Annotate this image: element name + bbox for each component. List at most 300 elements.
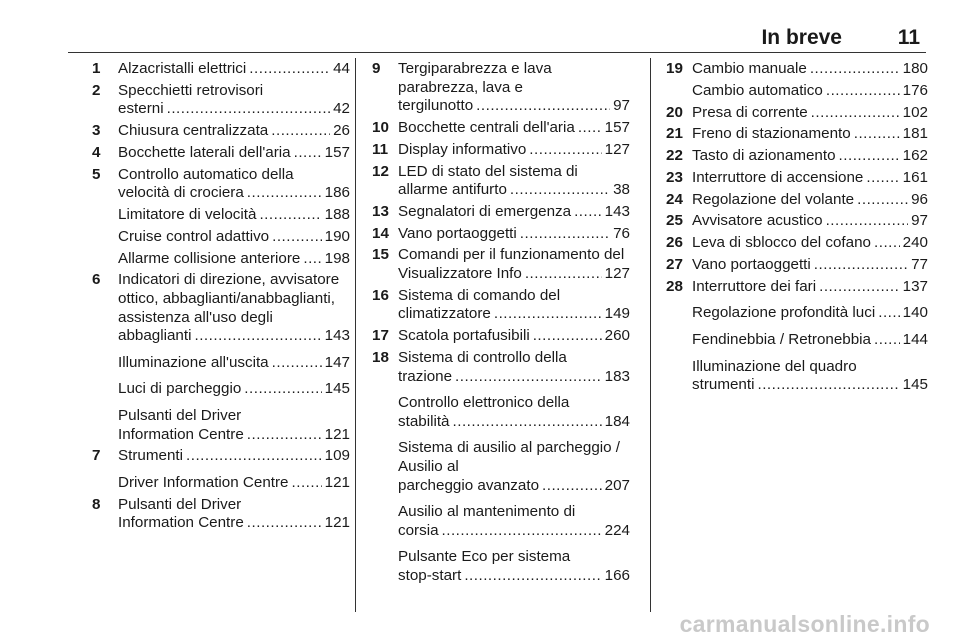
entry-title: Interruttore di accensione: [692, 168, 864, 186]
index-entry: [372, 60, 630, 116]
entry-number: 19: [666, 60, 683, 77]
entry-page: 198: [324, 249, 350, 267]
entry-title: Bocchette laterali dell'aria: [118, 143, 291, 161]
entry-text: [398, 327, 630, 346]
dot-leader: [578, 119, 602, 138]
entry-page: 207: [604, 476, 630, 494]
entry-line: [692, 234, 928, 253]
index-entry: [666, 358, 928, 395]
entry-title: Chiusura centralizzata: [118, 122, 269, 140]
entry-page: 166: [604, 566, 630, 584]
entry-number: 11: [372, 140, 389, 158]
entry-line: [692, 191, 928, 210]
entry-number: 23: [666, 168, 683, 186]
entry-page: 157: [604, 118, 630, 136]
index-entry: [372, 439, 630, 495]
entry-title: Regolazione profondità luci: [692, 304, 876, 322]
dot-leader: [464, 567, 601, 586]
entry-text: [118, 447, 350, 466]
entry-line: [692, 82, 928, 101]
entry-number: 20: [666, 103, 683, 121]
dot-leader: [520, 225, 610, 244]
entry-title: Bocchette centrali dell'aria: [398, 118, 575, 136]
entry-text: [692, 256, 928, 275]
entry-title: strumenti: [692, 376, 755, 394]
entry-line: [118, 327, 350, 346]
entry-line: [118, 380, 350, 399]
entry-page: 121: [324, 425, 350, 443]
entry-number: 21: [666, 125, 683, 143]
dot-leader: [854, 125, 900, 144]
entry-text: [692, 147, 928, 166]
entry-title: Presa di corrente: [692, 103, 808, 121]
entry-page: 161: [902, 168, 928, 186]
dot-leader: [244, 380, 321, 399]
entry-line: [692, 60, 928, 79]
entry-text: [118, 122, 350, 141]
entry-page: 184: [604, 412, 630, 430]
index-entry: [92, 474, 350, 493]
entry-number: 1: [92, 60, 101, 77]
entry-text: [398, 119, 630, 138]
entry-line: [118, 100, 350, 119]
index-entry: [666, 82, 928, 101]
entry-line: [398, 368, 630, 387]
entry-text: [118, 354, 350, 373]
entry-text: [398, 203, 630, 222]
entry-number: 24: [666, 190, 683, 208]
entry-line: [118, 426, 350, 445]
index-entry: [666, 169, 928, 188]
entry-page: 181: [902, 125, 928, 143]
entry-text: [118, 407, 350, 444]
entry-number: 10: [372, 118, 389, 136]
entry-title: esterni: [118, 100, 164, 118]
index-column-3: [666, 60, 928, 398]
dot-leader: [247, 184, 322, 203]
entry-text: [398, 548, 630, 585]
entry-title: Driver Information Centre: [118, 473, 289, 491]
index-entry: [92, 82, 350, 119]
index-entry: [666, 304, 928, 323]
index-entry: [92, 228, 350, 247]
entry-line: [692, 169, 928, 188]
dot-leader: [826, 212, 909, 231]
dot-leader: [455, 368, 602, 387]
index-entry: [372, 503, 630, 540]
entry-line: [692, 147, 928, 166]
entry-title: Cruise control adattivo: [118, 227, 270, 245]
entry-line: [398, 327, 630, 346]
column-divider: [650, 58, 651, 612]
entry-number: 4: [92, 143, 101, 161]
entry-title: Alzacristalli elettrici: [118, 60, 247, 77]
dot-leader: [271, 122, 330, 141]
dot-leader: [819, 278, 900, 297]
index-entry: [92, 447, 350, 466]
entry-line: [118, 354, 350, 373]
dot-leader: [542, 477, 602, 496]
dot-leader: [272, 354, 322, 373]
entry-text: [398, 439, 630, 495]
index-entry: [372, 203, 630, 222]
entry-number: 7: [92, 447, 101, 465]
entry-line: [692, 125, 928, 144]
entry-page: 97: [911, 212, 928, 230]
entry-page: 102: [902, 103, 928, 121]
dot-leader: [874, 234, 900, 253]
entry-title-start: Specchietti retrovisori: [118, 81, 264, 99]
dot-leader: [247, 426, 322, 445]
entry-number: 5: [92, 165, 101, 183]
entry-number: 8: [92, 495, 101, 513]
dot-leader: [442, 522, 602, 541]
entry-line: [398, 225, 630, 244]
entry-title: abbaglianti: [118, 327, 192, 345]
entry-title: Limitatore di velocità: [118, 206, 257, 224]
index-entry: [372, 246, 630, 283]
entry-line: [398, 141, 630, 160]
entry-text: [692, 331, 928, 350]
entry-line: [118, 206, 350, 225]
index-entry: [92, 354, 350, 373]
entry-text: [118, 82, 350, 119]
entry-number: 6: [92, 271, 101, 289]
dot-leader: [249, 60, 330, 79]
dot-leader: [529, 141, 601, 160]
entry-line: [118, 514, 350, 533]
index-column-1: [92, 60, 350, 536]
entry-page: 186: [324, 184, 350, 202]
index-entry: [372, 141, 630, 160]
entry-title-start: Comandi per il funzionamento del: [398, 246, 625, 264]
entry-number: 27: [666, 256, 683, 274]
entry-page: 157: [324, 143, 350, 161]
dot-leader: [476, 97, 610, 116]
entry-text: [398, 163, 630, 200]
entry-page: 137: [902, 277, 928, 295]
dot-leader: [167, 100, 331, 119]
entry-title: Information Centre: [118, 514, 244, 532]
dot-leader: [810, 60, 900, 79]
entry-title-start: Sistema di ausilio al parcheggio / Ausilio al: [398, 439, 621, 475]
dot-leader: [494, 305, 602, 324]
dot-leader: [303, 250, 321, 269]
entry-text: [692, 82, 928, 101]
index-entry: [666, 104, 928, 123]
entry-title: Freno di stazionamento: [692, 125, 851, 143]
entry-line: [398, 265, 630, 284]
dot-leader: [839, 147, 900, 166]
index-entry: [372, 548, 630, 585]
entry-title: Segnalatori di emergenza: [398, 202, 572, 220]
entry-page: 190: [324, 227, 350, 245]
entry-number: 12: [372, 162, 389, 180]
entry-line: [692, 331, 928, 350]
entry-title: Regolazione del volante: [692, 190, 855, 208]
entry-line: [398, 477, 630, 496]
page-number: 11: [897, 26, 920, 49]
entry-line: [692, 376, 928, 395]
entry-page: 140: [902, 304, 928, 322]
index-entry: [666, 212, 928, 231]
dot-leader: [292, 474, 322, 493]
dot-leader: [453, 413, 602, 432]
entry-text: [118, 144, 350, 163]
entry-title-start: Controllo elettronico della: [398, 394, 570, 412]
entry-title: allarme antifurto: [398, 181, 507, 199]
entry-title: Allarme collisione anteriore: [118, 249, 301, 267]
entry-text: [692, 212, 928, 231]
entry-title: Strumenti: [118, 447, 183, 465]
entry-line: [118, 250, 350, 269]
index-entry: [666, 147, 928, 166]
index-entry: [92, 60, 350, 79]
entry-page: 121: [324, 514, 350, 532]
entry-line: [692, 256, 928, 275]
entry-title-start: Pulsanti del Driver: [118, 407, 242, 424]
entry-page: 143: [324, 327, 350, 345]
entry-number: 14: [372, 224, 389, 242]
index-entry: [666, 60, 928, 79]
entry-text: [692, 358, 928, 395]
entry-title: Information Centre: [118, 425, 244, 443]
entry-line: [692, 278, 928, 297]
entry-page: 147: [324, 353, 350, 371]
entry-text: [692, 234, 928, 253]
entry-text: [118, 380, 350, 399]
page-header: [68, 20, 926, 53]
entry-text: [118, 271, 350, 345]
entry-title: trazione: [398, 367, 453, 385]
index-entry: [372, 394, 630, 431]
dot-leader: [878, 304, 899, 323]
entry-page: 145: [324, 380, 350, 398]
entry-line: [692, 212, 928, 231]
index-entry: [92, 250, 350, 269]
entry-number: 16: [372, 286, 389, 304]
entry-title-start: Sistema di comando del: [398, 286, 561, 304]
entry-title: stop-start: [398, 566, 462, 584]
entry-page: 162: [902, 147, 928, 165]
index-entry: [372, 287, 630, 324]
index-entry: [666, 256, 928, 275]
dot-leader: [874, 331, 900, 350]
dot-leader: [294, 144, 322, 163]
index-entry: [92, 122, 350, 141]
entry-number: 25: [666, 212, 683, 230]
entry-page: 76: [613, 224, 630, 242]
entry-title: Illuminazione all'uscita: [118, 353, 269, 371]
index-entry: [92, 496, 350, 533]
entry-page: 77: [911, 256, 928, 274]
entry-number: 18: [372, 349, 389, 366]
entry-page: 109: [324, 447, 350, 465]
index-entry: [666, 234, 928, 253]
dot-leader: [272, 228, 322, 247]
dot-leader: [525, 265, 602, 284]
entry-title: Visualizzatore Info: [398, 265, 522, 283]
entry-page: 38: [613, 181, 630, 199]
entry-title-start: Illuminazione del quadro: [692, 357, 857, 375]
entry-text: [398, 246, 630, 283]
entry-text: [398, 225, 630, 244]
entry-title-start: Sistema di controllo della: [398, 349, 567, 366]
entry-line: [398, 305, 630, 324]
entry-title-start: Controllo automatico della: [118, 165, 294, 183]
entry-number: 2: [92, 81, 101, 99]
entry-title: Tasto di azionamento: [692, 147, 836, 165]
index-entry: [92, 166, 350, 203]
entry-text: [118, 496, 350, 533]
entry-title: Interruttore dei fari: [692, 277, 817, 295]
dot-leader: [866, 169, 899, 188]
entry-line: [692, 304, 928, 323]
entry-line: [398, 413, 630, 432]
entry-page: 145: [902, 376, 928, 394]
entry-text: [118, 206, 350, 225]
entry-line: [398, 119, 630, 138]
entry-text: [398, 394, 630, 431]
dot-leader: [574, 203, 602, 222]
entry-number: 13: [372, 202, 389, 220]
entry-title-start: Ausilio al mantenimento di: [398, 503, 576, 521]
entry-line: [692, 104, 928, 123]
entry-number: 28: [666, 277, 683, 295]
index-entry: [666, 125, 928, 144]
entry-number: 3: [92, 122, 101, 140]
dot-leader: [259, 206, 321, 225]
index-column-2: [372, 60, 630, 589]
entry-line: [118, 184, 350, 203]
entry-number: 26: [666, 234, 683, 252]
entry-text: [118, 60, 350, 79]
entry-text: [692, 169, 928, 188]
entry-page: 180: [902, 60, 928, 77]
dot-leader: [814, 256, 908, 275]
entry-page: 127: [604, 265, 630, 283]
entry-title: Avvisatore acustico: [692, 212, 823, 230]
entry-title: Display informativo: [398, 140, 527, 158]
entry-text: [118, 228, 350, 247]
entry-title: stabilità: [398, 412, 450, 430]
entry-text: [692, 278, 928, 297]
entry-number: 22: [666, 147, 683, 165]
entry-title: Cambio manuale: [692, 60, 807, 77]
entry-text: [118, 250, 350, 269]
index-entry: [666, 278, 928, 297]
index-entry: [372, 225, 630, 244]
column-divider: [355, 58, 356, 612]
section-title: In breve: [761, 26, 842, 49]
entry-title-start: LED di stato del sistema di: [398, 162, 578, 180]
entry-title: corsia: [398, 521, 439, 539]
entry-title-start: Pulsanti del Driver: [118, 495, 242, 513]
entry-title: Luci di parcheggio: [118, 380, 242, 398]
entry-text: [692, 125, 928, 144]
index-entry: [666, 331, 928, 350]
entry-page: 144: [902, 331, 928, 348]
dot-leader: [510, 181, 610, 200]
dot-leader: [857, 191, 908, 210]
entry-line: [118, 447, 350, 466]
entry-title: Vano portaoggetti: [692, 256, 811, 274]
entry-title-start: Indicatori di direzione, avvisatore ottico, abbaglianti/anabbaglianti, assistenza all'uso degli: [118, 271, 340, 326]
entry-title: Scatola portafusibili: [398, 327, 530, 345]
entry-page: 240: [902, 234, 928, 252]
entry-line: [118, 228, 350, 247]
entry-title: Cambio automatico: [692, 81, 823, 99]
entry-text: [118, 474, 350, 493]
index-entry: [372, 327, 630, 346]
dot-leader: [826, 82, 900, 101]
index-entry: [666, 191, 928, 210]
index-entry: [92, 271, 350, 345]
entry-line: [118, 474, 350, 493]
entry-text: [398, 349, 630, 386]
entry-text: [692, 191, 928, 210]
entry-page: 96: [911, 190, 928, 208]
entry-text: [118, 166, 350, 203]
index-entry: [92, 380, 350, 399]
dot-leader: [186, 447, 322, 466]
entry-page: 224: [604, 521, 630, 539]
entry-text: [398, 287, 630, 324]
entry-line: [118, 60, 350, 79]
entry-page: 260: [604, 327, 630, 345]
entry-page: 44: [333, 60, 350, 77]
entry-line: [398, 181, 630, 200]
entry-number: 15: [372, 246, 389, 264]
entry-title: Leva di sblocco del cofano: [692, 234, 871, 252]
entry-line: [398, 203, 630, 222]
index-entry: [92, 206, 350, 225]
entry-page: 26: [333, 122, 350, 140]
entry-page: 188: [324, 206, 350, 224]
entry-page: 42: [333, 100, 350, 118]
entry-title-start: Pulsante Eco per sistema: [398, 548, 571, 566]
entry-page: 143: [604, 202, 630, 220]
index-entry: [92, 144, 350, 163]
entry-text: [692, 104, 928, 123]
index-entry: [372, 349, 630, 386]
entry-title: climatizzatore: [398, 305, 491, 323]
entry-title: Vano portaoggetti: [398, 224, 517, 242]
entry-text: [692, 60, 928, 79]
entry-title: velocità di crociera: [118, 184, 244, 202]
dot-leader: [247, 514, 322, 533]
entry-page: 183: [604, 367, 630, 385]
entry-line: [398, 567, 630, 586]
entry-text: [398, 503, 630, 540]
entry-page: 121: [324, 473, 350, 491]
entry-line: [398, 97, 630, 116]
entry-page: 176: [902, 81, 928, 99]
entry-page: 149: [604, 305, 630, 323]
index-entry: [372, 163, 630, 200]
entry-number: 9: [372, 60, 381, 77]
dot-leader: [811, 104, 900, 123]
dot-leader: [194, 327, 321, 346]
entry-text: [398, 60, 630, 116]
entry-page: 97: [613, 97, 630, 115]
entry-text: [398, 141, 630, 160]
entry-line: [398, 522, 630, 541]
index-entry: [372, 119, 630, 138]
entry-title: tergilunotto: [398, 97, 474, 115]
entry-line: [118, 122, 350, 141]
entry-title: Fendinebbia / Retronebbia: [692, 331, 872, 348]
